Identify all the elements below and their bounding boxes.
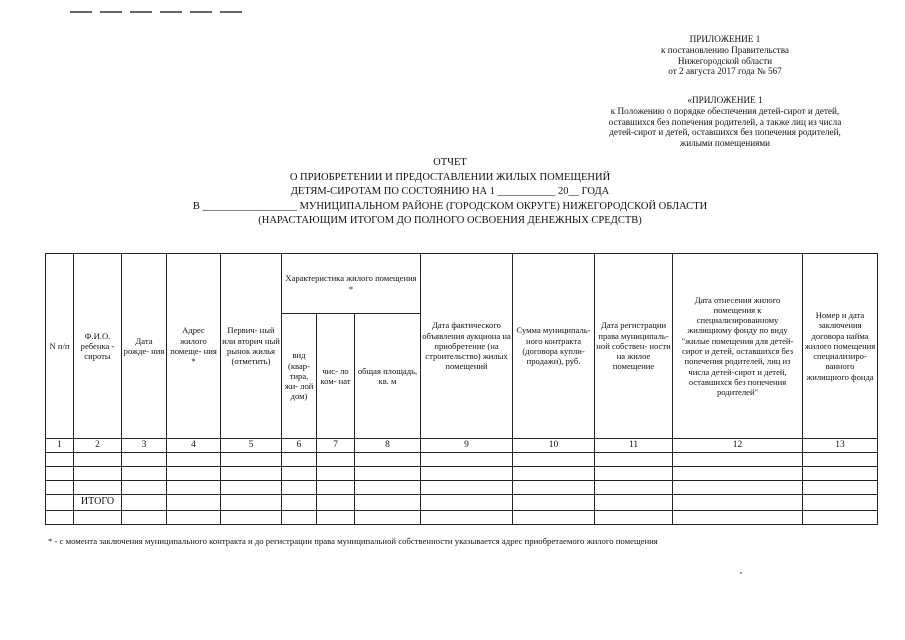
table-cell[interactable] (355, 495, 421, 511)
table-cell[interactable] (167, 467, 221, 481)
header-orphan-name: Ф.И.О. ребенка - сироты (74, 254, 122, 439)
table-cell[interactable] (122, 453, 167, 467)
column-number: 4 (167, 439, 221, 453)
table-cell[interactable] (595, 481, 673, 495)
appendix-header (640, 34, 810, 77)
table-row (46, 453, 878, 467)
appendix-ref-line: Нижегородской области (677, 55, 773, 66)
table-cell[interactable] (421, 511, 513, 525)
table-cell[interactable] (122, 467, 167, 481)
table-cell[interactable] (167, 511, 221, 525)
table-cell[interactable] (46, 453, 74, 467)
header-room-count: чис- ло ком- нат (317, 314, 355, 439)
header-market-type: Первич- ный или вторич ный рынок жилья (отметить) (221, 254, 282, 439)
header-specialized-fund-date: Дата отнесения жилого помещения к специализированному жилищному фонду по виду "жилые помещения для детей-сирот и детей, оставшихся без попечения родителей, лиц из числа детей-сирот и детей, оставшихся без попечения родителей" (673, 254, 803, 439)
table-cell[interactable] (46, 481, 74, 495)
table-cell[interactable] (46, 495, 74, 511)
table-cell[interactable] (74, 481, 122, 495)
table-cell[interactable] (513, 481, 595, 495)
table-cell[interactable] (673, 481, 803, 495)
header-housing-characteristics: Характеристика жилого помещения * (282, 254, 421, 314)
column-number: 2 (74, 439, 122, 453)
column-number: 11 (595, 439, 673, 453)
table-cell[interactable] (421, 453, 513, 467)
appendix-ref-line: к постановлению Правительства (661, 44, 789, 55)
header-contract-sum: Сумма муниципаль- ного контракта (договора купли- продажи), руб. (513, 254, 595, 439)
total-row (46, 495, 878, 511)
table-cell[interactable] (221, 467, 282, 481)
table-cell[interactable] (282, 511, 317, 525)
table-cell[interactable] (317, 495, 355, 511)
table-cell[interactable] (513, 495, 595, 511)
column-number: 3 (122, 439, 167, 453)
appendix-ref-line: от 2 августа 2017 года № 567 (668, 66, 782, 77)
header-registration-date: Дата регистрации права муниципаль- ной собствен- ности на жилое помещение (595, 254, 673, 439)
appendix-regulation-header (575, 95, 875, 149)
column-number: 12 (673, 439, 803, 453)
table-cell[interactable] (673, 467, 803, 481)
table-cell[interactable] (673, 511, 803, 525)
table-cell[interactable] (317, 481, 355, 495)
table-cell[interactable] (803, 511, 878, 525)
table-cell[interactable] (221, 495, 282, 511)
column-number: 7 (317, 439, 355, 453)
report-table-container (45, 253, 877, 525)
table-cell[interactable] (167, 495, 221, 511)
column-number-row (46, 439, 878, 453)
scan-speck (740, 572, 742, 574)
table-row (46, 481, 878, 495)
table-cell[interactable] (167, 453, 221, 467)
table-cell[interactable] (513, 453, 595, 467)
appendix-regulation-line: к Положению о порядке обеспечения детей-сирот и детей, (610, 105, 840, 116)
table-cell[interactable] (122, 495, 167, 511)
table-cell[interactable] (221, 511, 282, 525)
table-cell[interactable] (46, 467, 74, 481)
header-lease-contract: Номер и дата заключения договора найма жилого помещения специализиро- ванного жилищного фонда (803, 254, 878, 439)
table-cell[interactable] (221, 481, 282, 495)
appendix-regulation-title: «ПРИЛОЖЕНИЕ 1 (687, 95, 763, 105)
report-title-line: В __________________ МУНИЦИПАЛЬНОМ РАЙОНЕ (ГОРОДСКОМ ОКРУГЕ) НИЖЕГОРОДСКОЙ ОБЛАСТИ (192, 200, 708, 212)
table-cell[interactable] (513, 511, 595, 525)
table-row (46, 467, 878, 481)
table-cell[interactable] (122, 481, 167, 495)
column-number: 9 (421, 439, 513, 453)
report-title-line: ОТЧЕТ (433, 157, 467, 168)
table-cell[interactable] (317, 453, 355, 467)
table-cell[interactable] (317, 511, 355, 525)
table-cell[interactable] (317, 467, 355, 481)
table-cell[interactable] (595, 453, 673, 467)
table-cell[interactable] (421, 481, 513, 495)
table-cell[interactable] (74, 467, 122, 481)
header-total-area: общая площадь, кв. м (355, 314, 421, 439)
table-cell[interactable] (122, 511, 167, 525)
column-number: 1 (46, 439, 74, 453)
table-cell[interactable] (421, 495, 513, 511)
header-auction-date: Дата фактического объявления аукциона на приобретение (на строительство) жилых помещений (421, 254, 513, 439)
table-cell[interactable] (803, 467, 878, 481)
appendix-regulation-line: детей-сирот и детей, оставшихся без попечения родителей, (609, 127, 841, 138)
column-number: 10 (513, 439, 595, 453)
top-edge-marks (70, 0, 310, 3)
table-cell[interactable] (803, 453, 878, 467)
appendix-regulation-line: жилыми помещениями (679, 138, 771, 149)
table-cell[interactable] (803, 495, 878, 511)
table-cell[interactable] (803, 481, 878, 495)
column-number: 13 (803, 439, 878, 453)
table-cell[interactable] (282, 495, 317, 511)
report-title-line: ДЕТЯМ-СИРОТАМ ПО СОСТОЯНИЮ НА 1 ___________ 20__ ГОДА (290, 186, 610, 197)
table-cell[interactable] (46, 511, 74, 525)
table-cell[interactable] (513, 467, 595, 481)
appendix-title: ПРИЛОЖЕНИЕ 1 (689, 34, 761, 44)
table-cell[interactable] (282, 453, 317, 467)
appendix-regulation-line: оставшихся без попечения родителей, а также лиц из числа (608, 116, 842, 127)
report-table (45, 253, 878, 525)
table-cell[interactable] (595, 495, 673, 511)
footnote: * - с момента заключения муниципального контракта и до регистрации права муниципальной собственности указывается адрес приобретаемого жилого помещения (48, 536, 658, 546)
report-title-line: О ПРИОБРЕТЕНИИ И ПРЕДОСТАВЛЕНИИ ЖИЛЫХ ПОМЕЩЕНИЙ (289, 171, 611, 183)
total-label: ИТОГО (74, 495, 122, 511)
table-cell[interactable] (355, 453, 421, 467)
report-title (140, 156, 760, 229)
table-cell[interactable] (355, 481, 421, 495)
column-number: 6 (282, 439, 317, 453)
table-cell[interactable] (74, 453, 122, 467)
table-cell[interactable] (673, 495, 803, 511)
table-cell[interactable] (167, 481, 221, 495)
table-cell[interactable] (221, 453, 282, 467)
table-cell[interactable] (355, 467, 421, 481)
header-address: Адрес жилого помеще- ния * (167, 254, 221, 439)
table-cell[interactable] (282, 467, 317, 481)
table-cell[interactable] (421, 467, 513, 481)
table-row (46, 511, 878, 525)
column-number: 5 (221, 439, 282, 453)
table-cell[interactable] (282, 481, 317, 495)
header-number: N п/п (46, 254, 74, 439)
table-cell[interactable] (355, 511, 421, 525)
report-title-line: (НАРАСТАЮЩИМ ИТОГОМ ДО ПОЛНОГО ОСВОЕНИЯ ДЕНЕЖНЫХ СРЕДСТВ) (258, 215, 642, 226)
table-cell[interactable] (673, 453, 803, 467)
table-cell[interactable] (595, 467, 673, 481)
table-cell[interactable] (595, 511, 673, 525)
header-housing-type: вид (квар- тира, жи- лой дом) (282, 314, 317, 439)
header-birth-date: Дата рожде- ния (122, 254, 167, 439)
table-cell[interactable] (74, 511, 122, 525)
column-number: 8 (355, 439, 421, 453)
